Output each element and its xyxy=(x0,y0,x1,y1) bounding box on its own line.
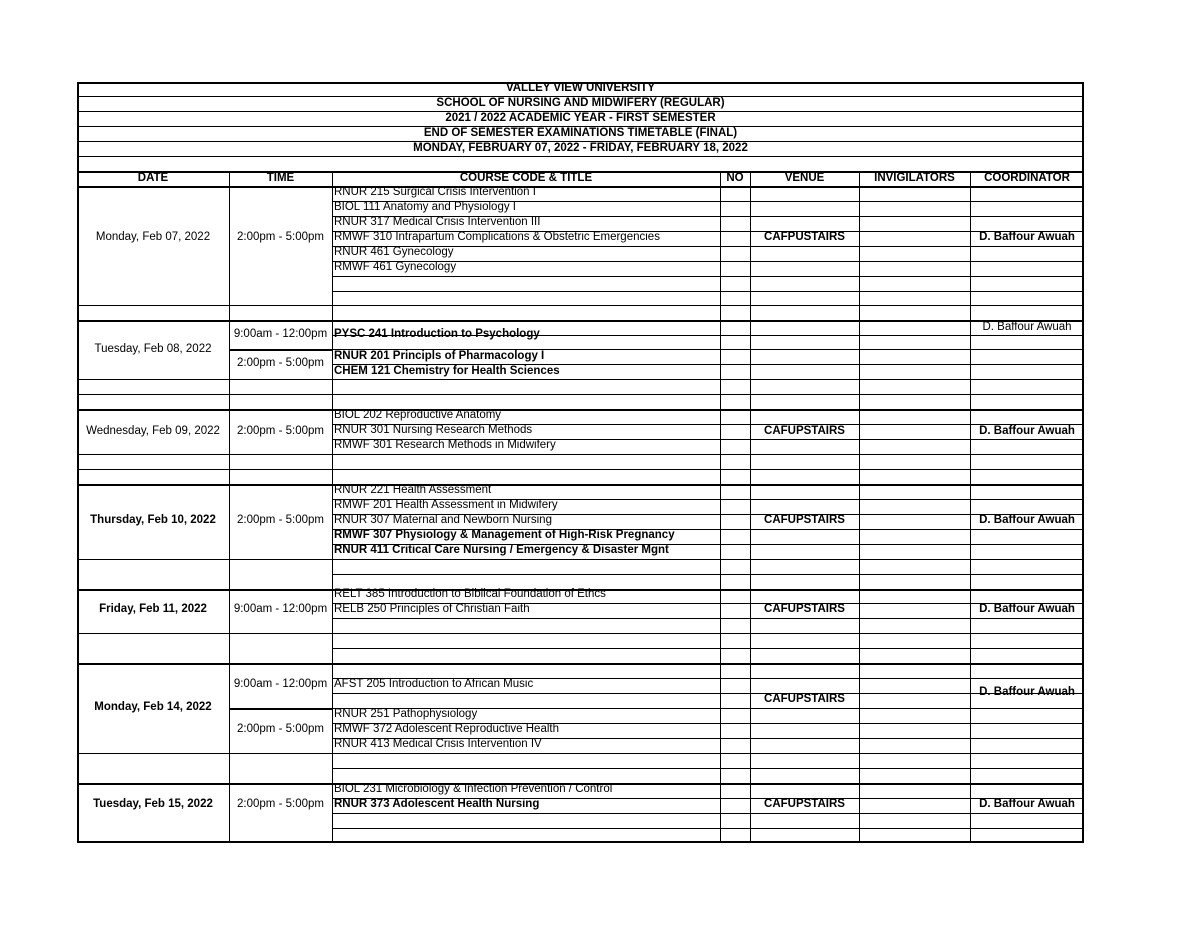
grid-line xyxy=(77,409,332,411)
course-entry: CHEM 121 Chemistry for Health Sciences xyxy=(334,365,560,377)
column-header-time: TIME xyxy=(266,172,295,184)
course-entry: RNUR 411 Critical Care Nursing / Emergency & Disaster Mgnt xyxy=(334,544,669,556)
exam-date: Friday, Feb 11, 2022 xyxy=(99,603,207,615)
exam-date: Tuesday, Feb 08, 2022 xyxy=(94,343,212,355)
exam-coordinator: D. Baffour Awuah xyxy=(979,686,1075,698)
course-entry: RELT 385 Introduction to Biblical Foundation of Ethcs xyxy=(334,588,606,600)
exam-venue: CAFPUSTAIRS xyxy=(764,231,845,243)
grid-line xyxy=(332,171,333,842)
column-header-course: COURSE CODE & TITLE xyxy=(459,172,593,184)
grid-line xyxy=(332,648,1084,649)
grid-line xyxy=(720,171,721,842)
exam-date: Monday, Feb 14, 2022 xyxy=(94,701,212,713)
exam-date: Thursday, Feb 10, 2022 xyxy=(90,514,216,526)
exam-venue: CAFUPSTAIRS xyxy=(764,603,845,615)
grid-line xyxy=(332,276,1084,277)
course-entry: RNUR 221 Health Assessment xyxy=(334,484,492,496)
grid-line xyxy=(332,813,1084,814)
header-line-4: END OF SEMESTER EXAMINATIONS TIMETABLE (FINAL) xyxy=(423,127,738,139)
column-header-coordinator: COORDINATOR xyxy=(984,172,1070,184)
grid-line xyxy=(332,768,1084,769)
exam-venue: CAFUPSTAIRS xyxy=(764,514,845,526)
course-entry: RNUR 251 Pathophysiology xyxy=(334,708,478,720)
course-entry: RMWF 301 Research Methods in Midwifery xyxy=(334,439,556,451)
grid-line xyxy=(229,708,332,710)
grid-line xyxy=(77,320,332,322)
exam-time: 2:00pm - 5:00pm xyxy=(237,231,324,243)
course-entry: RNUR 307 Maternal and Newborn Nursing xyxy=(334,514,552,526)
column-header-no: NO xyxy=(726,172,744,184)
exam-venue: CAFUPSTAIRS xyxy=(764,425,845,437)
grid-line xyxy=(750,171,751,842)
course-entry: AFST 205 Introduction to African Music xyxy=(334,678,534,690)
grid-line xyxy=(77,156,1084,157)
exam-time: 2:00pm - 5:00pm xyxy=(237,425,324,437)
exam-coordinator: D. Baffour Awuah xyxy=(979,425,1075,437)
grid-line xyxy=(77,783,332,785)
exam-time: 9:00am - 12:00pm xyxy=(233,328,328,340)
course-entry: RNUR 461 Gynecology xyxy=(334,246,454,258)
exam-coordinator: D. Baffour Awuah xyxy=(979,798,1075,810)
grid-line xyxy=(77,589,332,591)
course-entry: RMWF 461 Gynecology xyxy=(334,261,457,273)
exam-venue: CAFUPSTAIRS xyxy=(764,693,845,705)
grid-line xyxy=(859,171,860,842)
course-entry: RELB 250 Principles of Christian Faith xyxy=(334,603,530,615)
course-entry: BIOL 202 Reproductive Anatomy xyxy=(334,409,502,421)
exam-time: 2:00pm - 5:00pm xyxy=(237,514,324,526)
course-entry: RNUR 373 Adolescent Health Nursing xyxy=(334,798,540,810)
grid-line xyxy=(332,828,1084,829)
course-entry: RNUR 215 Surgical Crisis Intervention I xyxy=(334,186,536,198)
grid-line xyxy=(77,484,332,486)
grid-line xyxy=(332,618,1084,619)
exam-date: Monday, Feb 07, 2022 xyxy=(95,231,211,243)
exam-coordinator: D. Baffour Awuah xyxy=(982,321,1072,333)
course-entry: PYSC 241 Introduction to Psychology xyxy=(334,328,540,340)
exam-date: Wednesday, Feb 09, 2022 xyxy=(86,425,220,437)
grid-line xyxy=(229,349,332,351)
grid-line xyxy=(970,171,971,842)
header-line-1: VALLEY VIEW UNIVERSITY xyxy=(505,82,656,94)
exam-time: 9:00am - 12:00pm xyxy=(233,678,328,690)
column-header-date: DATE xyxy=(137,172,169,184)
exam-date: Tuesday, Feb 15, 2022 xyxy=(93,798,213,810)
header-line-3: 2021 / 2022 ACADEMIC YEAR - FIRST SEMESTER xyxy=(445,112,716,124)
exam-coordinator: D. Baffour Awuah xyxy=(979,231,1075,243)
course-entry: RNUR 317 Medical Crisis Intervention III xyxy=(334,216,541,228)
course-entry: RMWF 307 Physiology & Management of High-Risk Pregnancy xyxy=(334,529,675,541)
course-entry: RMWF 310 Intrapartum Complications & Obstetric Emergencies xyxy=(334,231,660,243)
course-entry: RMWF 201 Health Assessment in Midwifery xyxy=(334,499,558,511)
course-entry: BIOL 111 Anatomy and Physiology I xyxy=(334,201,516,213)
exam-venue: CAFUPSTAIRS xyxy=(764,798,845,810)
grid-line xyxy=(332,574,1084,575)
course-entry: RNUR 201 Principls of Pharmacology I xyxy=(334,350,545,362)
exam-coordinator: D. Baffour Awuah xyxy=(979,514,1075,526)
course-entry: BIOL 231 Microbiology & Infection Prevention / Control xyxy=(334,783,613,795)
header-line-5: MONDAY, FEBRUARY 07, 2022 - FRIDAY, FEBRUARY 18, 2022 xyxy=(413,142,748,154)
grid-line xyxy=(332,291,1084,292)
exam-time: 2:00pm - 5:00pm xyxy=(237,357,324,369)
grid-line xyxy=(77,663,332,665)
course-entry: RMWF 372 Adolescent Reproductive Health xyxy=(334,723,559,735)
column-header-invigilators: INVIGILATORS xyxy=(874,172,955,184)
grid-line xyxy=(332,663,1084,665)
exam-time: 2:00pm - 5:00pm xyxy=(237,723,324,735)
grid-line xyxy=(229,171,230,842)
exam-time: 2:00pm - 5:00pm xyxy=(237,798,324,810)
course-entry: RNUR 413 Medical Crisis Intervention IV xyxy=(334,738,542,750)
course-entry: RNUR 301 Nursing Research Methods xyxy=(334,424,533,436)
exam-time: 9:00am - 12:00pm xyxy=(233,603,328,615)
exam-coordinator: D. Baffour Awuah xyxy=(979,603,1075,615)
header-line-2: SCHOOL OF NURSING AND MIDWIFERY (REGULAR) xyxy=(436,97,725,109)
grid-line xyxy=(77,186,332,188)
column-header-venue: VENUE xyxy=(784,172,825,184)
